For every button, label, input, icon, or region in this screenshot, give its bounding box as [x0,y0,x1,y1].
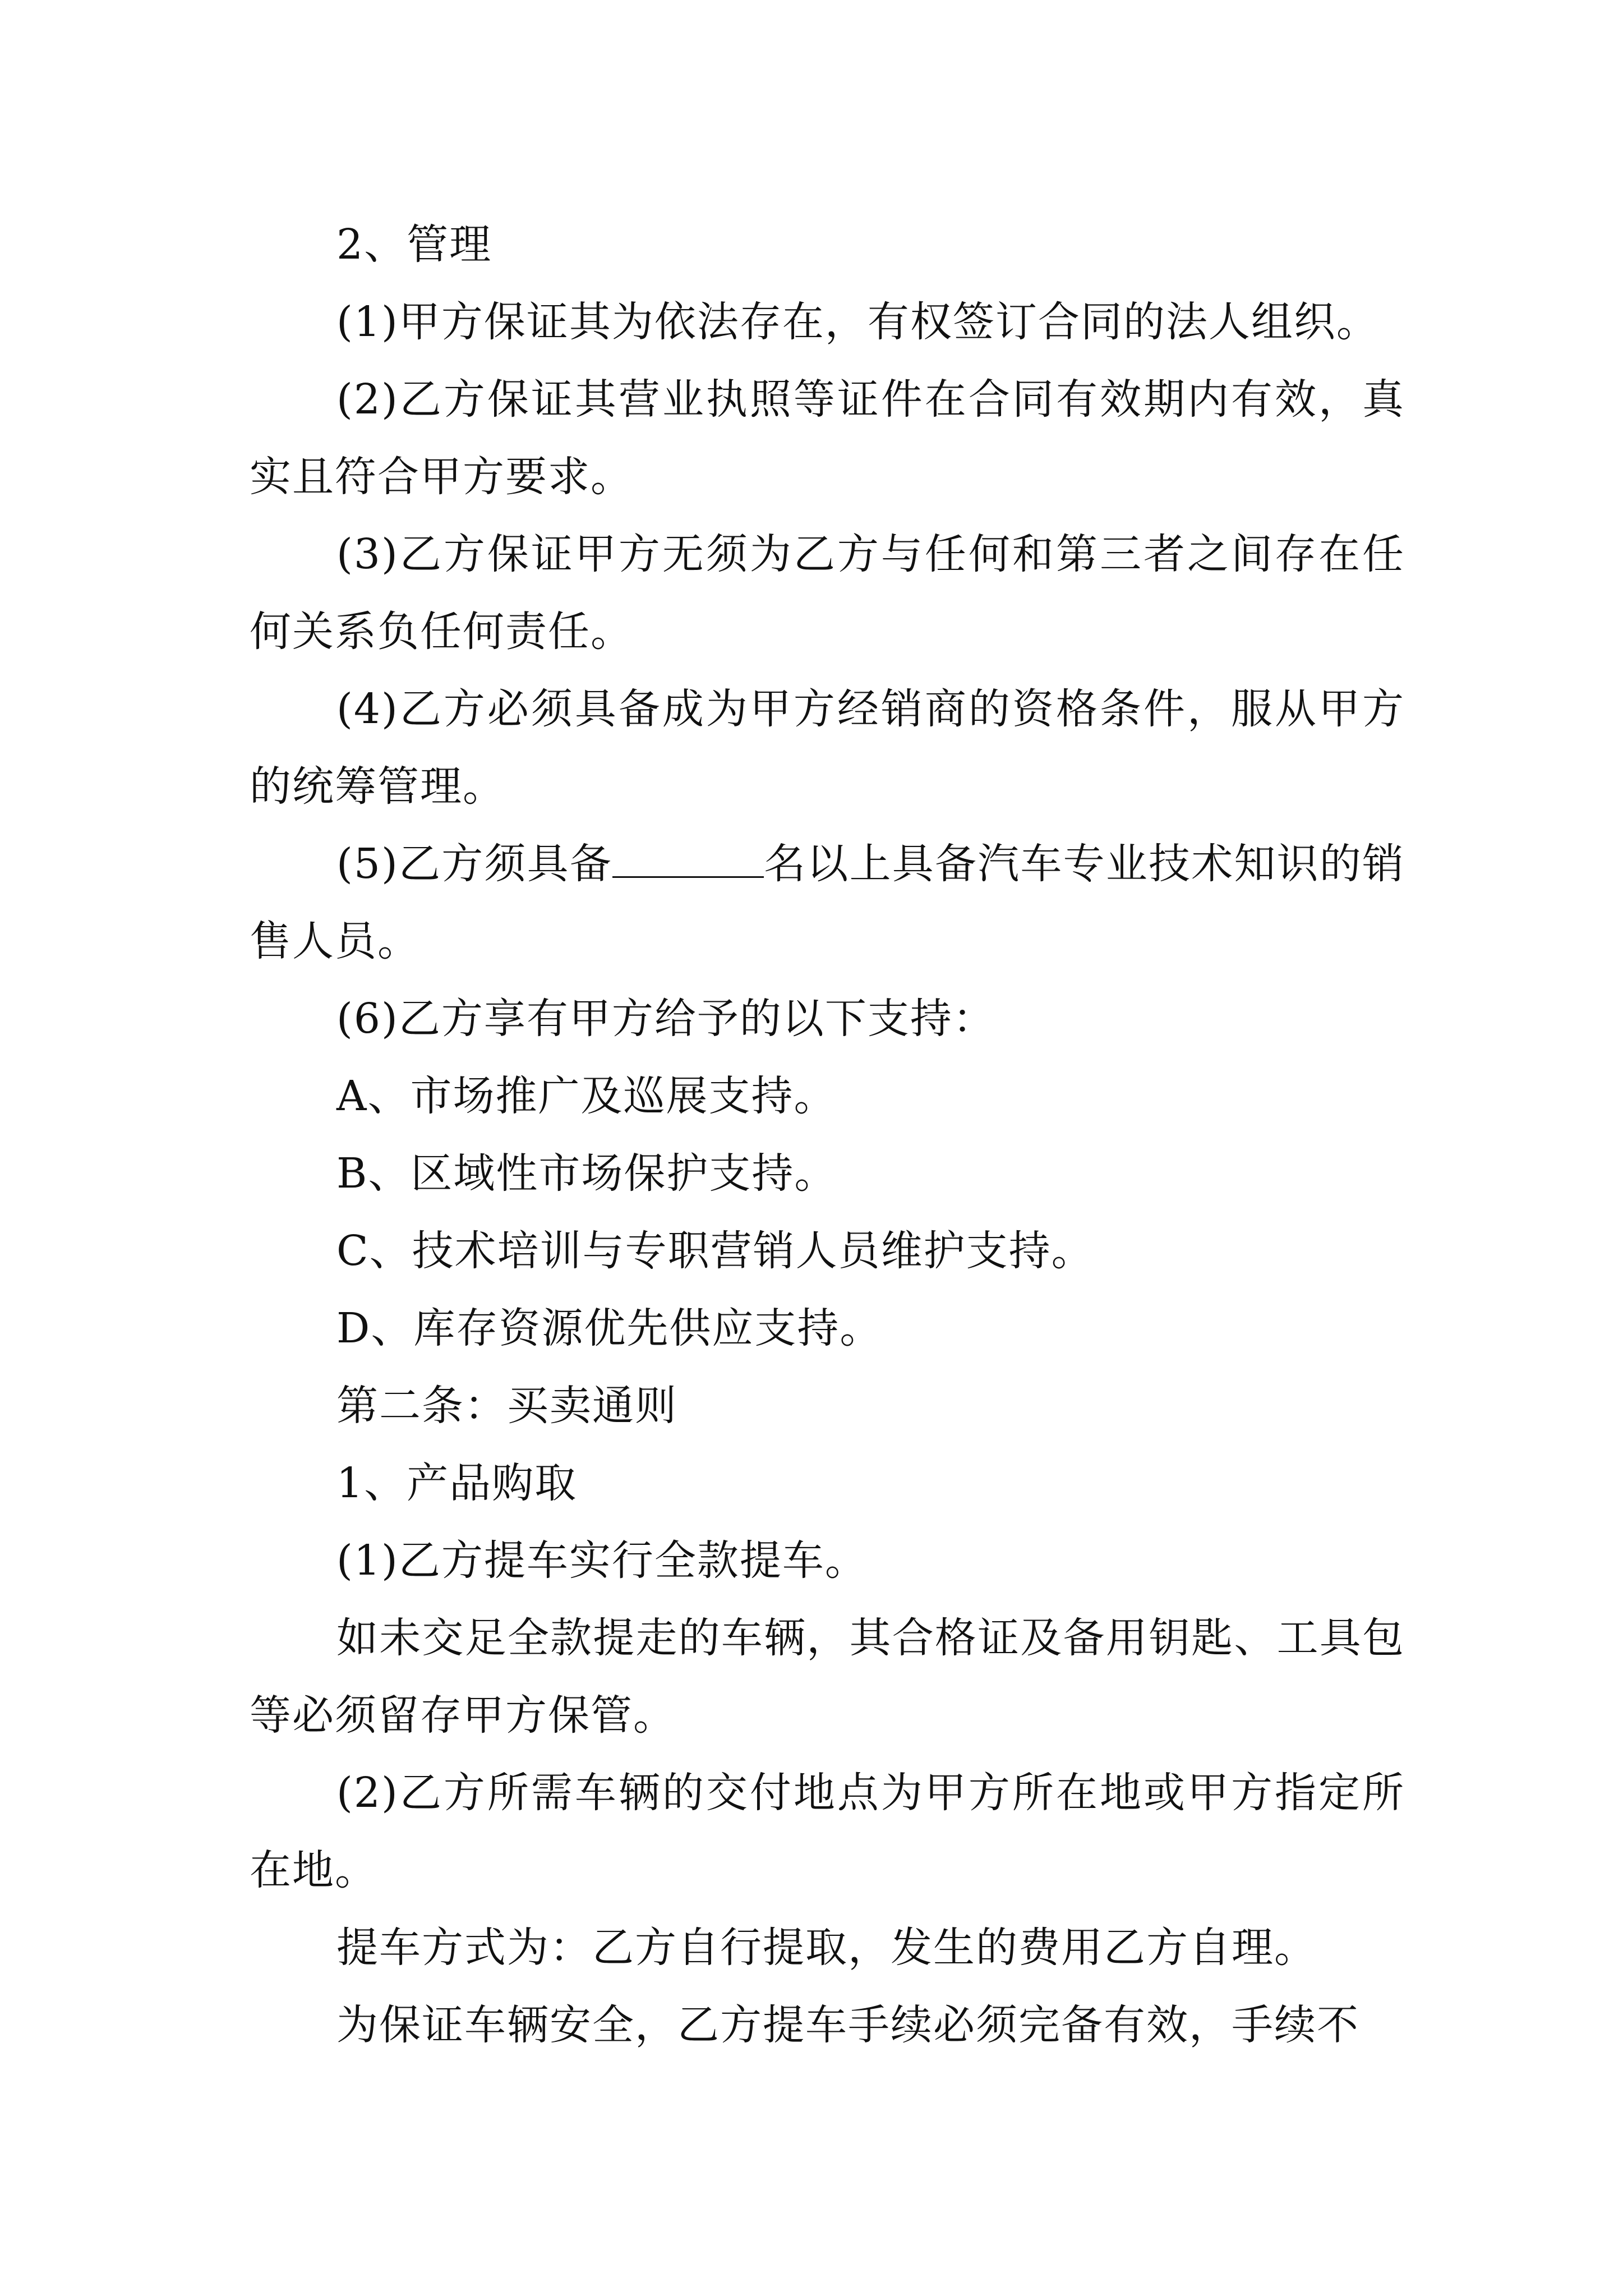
clause-text-after-blank: 名以上具备汽车专业技术知识的销售人员。 [250,840,1405,965]
clause-paragraph: (1)甲方保证其为依法存在，有权签订合同的法人组织。 [336,298,1379,346]
clause-paragraph-with-blank [250,825,1405,980]
fill-in-blank [612,841,764,878]
section-heading: 1、产品购取 [336,1459,578,1507]
document-body [250,206,1405,2064]
clause-paragraph: (3)乙方保证甲方无须为乙方与任何和第三者之间存在任何关系负任何责任。 [250,530,1405,656]
clause-paragraph: 提车方式为：乙方自行提取，发生的费用乙方自理。 [336,1924,1317,1972]
list-item: A、市场推广及巡展支持。 [336,1072,837,1120]
clause-paragraph: (6)乙方享有甲方给予的以下支持： [336,995,995,1043]
clause-text-before-blank: (5)乙方须具备 [336,840,613,888]
clause-paragraph: 如未交足全款提走的车辆，其合格证及备用钥匙、工具包等必须留存甲方保管。 [250,1614,1405,1740]
clause-paragraph: 为保证车辆安全，乙方提车手续必须完备有效，手续不 [336,2001,1359,2049]
clause-paragraph: (2)乙方保证其营业执照等证件在合同有效期内有效，真实且符合甲方要求。 [250,375,1405,501]
section-heading: 2、管理 [336,220,492,269]
clause-paragraph: (4)乙方必须具备成为甲方经销商的资格条件，服从甲方的统筹管理。 [250,685,1405,811]
article-heading: 第二条：买卖通则 [336,1382,677,1430]
clause-paragraph: (2)乙方所需车辆的交付地点为甲方所在地或甲方指定所在地。 [250,1769,1405,1894]
list-item: B、区域性市场保护支持。 [336,1149,837,1198]
clause-paragraph: (1)乙方提车实行全款提车。 [336,1536,868,1585]
list-item: D、库存资源优先供应支持。 [336,1304,883,1352]
list-item: C、技术培训与专职营销人员维护支持。 [336,1227,1094,1275]
